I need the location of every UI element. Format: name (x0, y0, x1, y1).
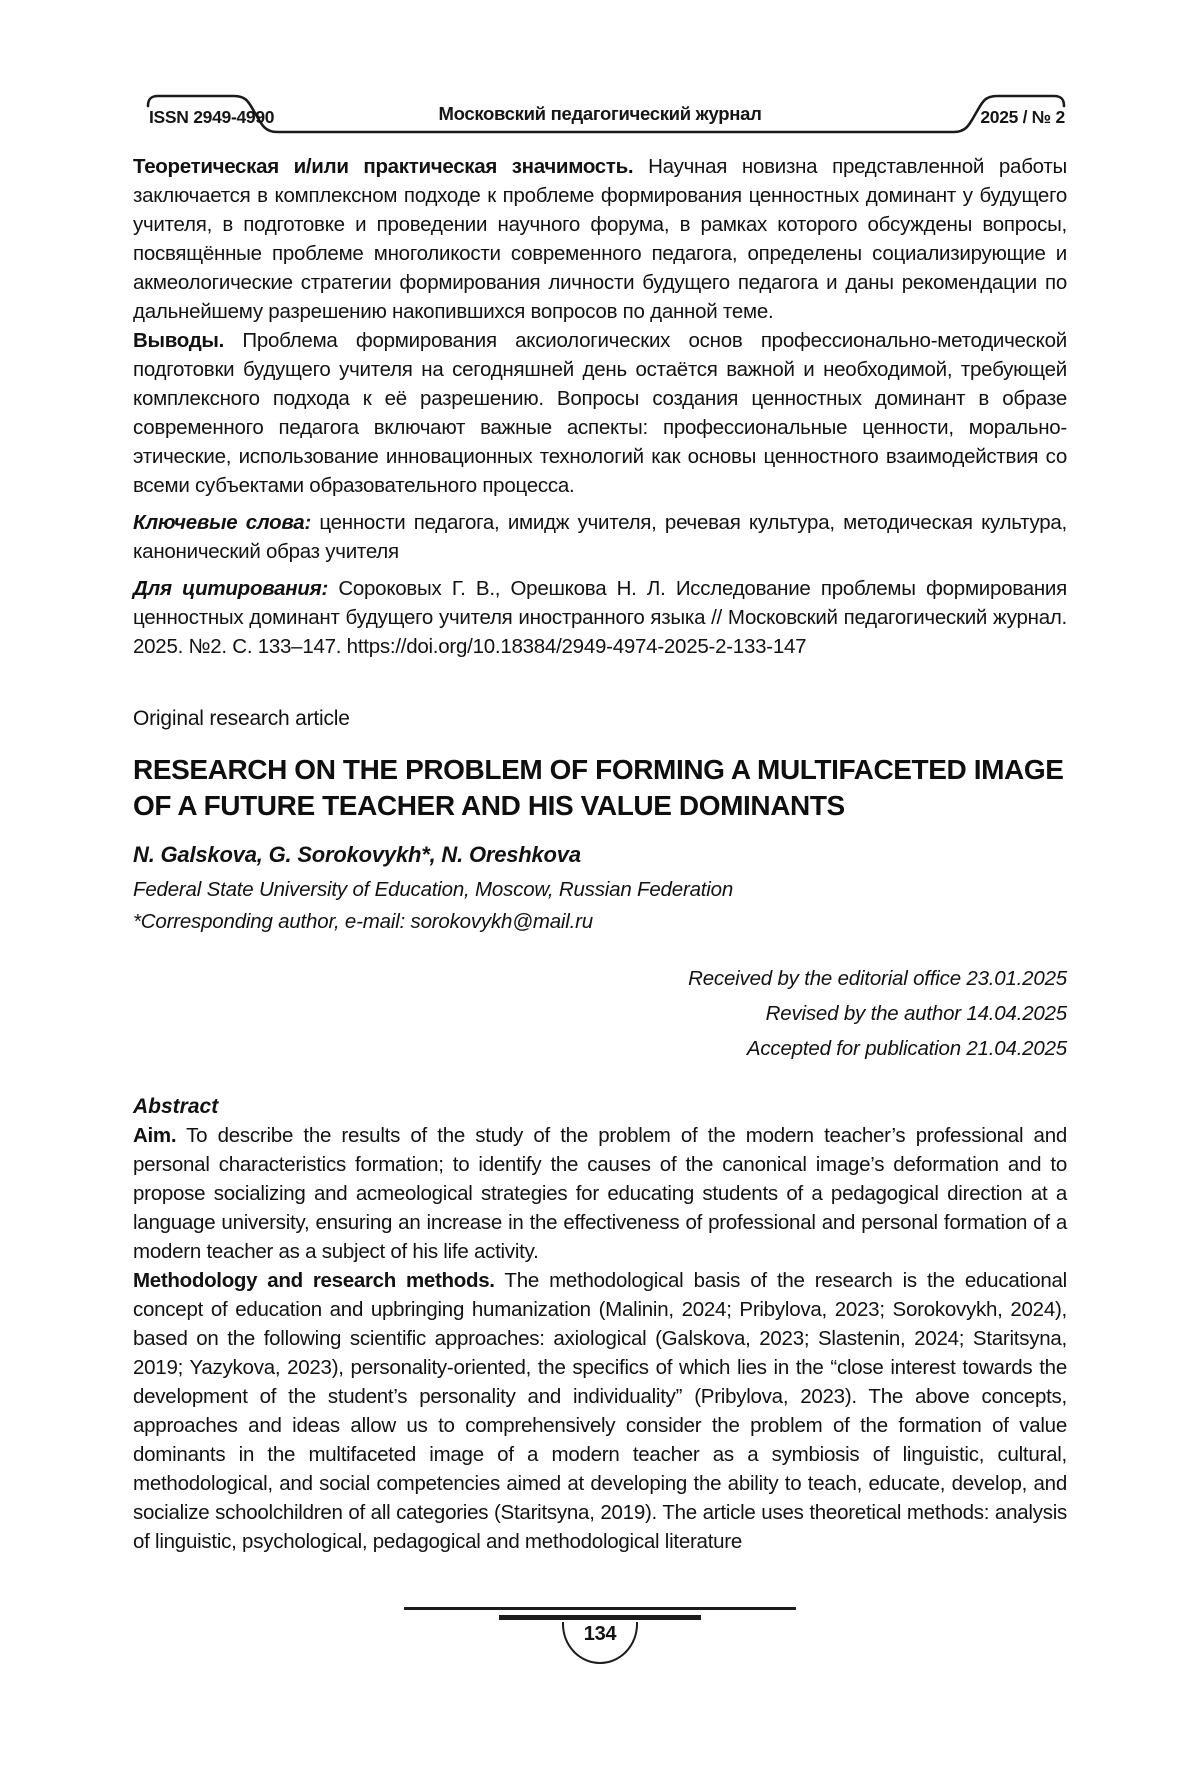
page-footer (133, 1607, 1067, 1664)
aim-label: Aim. (133, 1124, 177, 1147)
aim-text: To describe the results of the study of the problem of the modern teacher’s professional and personal characteristics formation; to identify the causes of the canonical image’s deformation and to propose socializing and acmeological strategies for educating students of a pedagogical direction at a language university, ensuring an increase in the effectiveness of professional and personal formation of a modern teacher as a subject of his life activity. (133, 1124, 1067, 1263)
article-body (133, 152, 1067, 1556)
citation-text: Сороковых Г. В., Орешкова Н. Л. Исследование проблемы формирования ценностных доминант будущего учителя иностранного языка // Московский педагогический журнал. 2025. №2. С. 133–147. https://doi.org/10.18384/2949-4974-2025-2-133-147 (133, 577, 1067, 658)
significance-text: Научная новизна представленной работы заключается в комплексном подходе к проблеме формирования ценностных доминант у будущего учителя, в подготовке и проведении научного форума, в рамках которого обсуждены вопросы, посвящённые проблеме многоликости современного педагога, определены социализирующие и акмеологические стратегии формирования личности будущего педагога и даны рекомендации по дальнейшему разрешению накопившихся вопросов по данной теме. (133, 155, 1068, 323)
date-received: Received by the editorial office 23.01.2025 (688, 967, 1067, 990)
date-revised: Revised by the author 14.04.2025 (765, 1002, 1067, 1025)
issue-label: 2025 / № 2 (980, 107, 1065, 127)
significance-label: Теоретическая и/или практическая значимость. (133, 155, 634, 178)
keywords-text: ценности педагога, имидж учителя, речевая культура, методическая культура, канонический образ учителя (133, 511, 1067, 563)
conclusions-text: Проблема формирования аксиологических основ профессионально-методической подготовки будущего учителя на сегодняшней день остаётся важной и необходимой, требующей комплексного подхода к её разрешению. Вопросы создания ценностных доминант в образе современного педагога включают важные аспекты: профессиональные ценности, морально-этические, использование инновационных технологий как основы ценностного взаимодействия со всеми субъектами образовательного процесса. (133, 329, 1067, 497)
page-number: 134 (583, 1622, 617, 1645)
running-head (133, 75, 1067, 137)
footer-rule-long (404, 1607, 796, 1610)
keywords-paragraph (133, 508, 1067, 566)
article-type-label: Original research article (133, 707, 350, 730)
methodology-text: The methodological basis of the research is the educational concept of education and upbringing humanization (Malinin, 2024; Pribylova, 2023; Sorokovykh, 2024), based on the following scientific approaches: axiological (Galskova, 2023; Slastenin, 2024; Staritsyna, 2019; Yazykova, 2023), personality-oriented, the specifics of which lies in the “close interest towards the development of the student’s personality and individuality” (Pribylova, 2023). The above concepts, approaches and ideas allow us to comprehensively consider the problem of the formation of value dominants in the multifaceted image of a modern teacher as a symbiosis of linguistic, cultural, methodological, and social competencies aimed at developing the ability to teach, educate, develop, and socialize schoolchildren of all categories (Staritsyna, 2019). The article uses theoretical methods: analysis of linguistic, psychological, pedagogical and methodological literature (133, 1269, 1067, 1553)
manuscript-dates (133, 961, 1067, 1066)
methodology-label: Methodology and research methods. (133, 1269, 495, 1292)
authors-line: N. Galskova, G. Sorokovykh*, N. Oreshkova (133, 842, 581, 867)
conclusions-paragraph (133, 326, 1067, 500)
citation-label: Для цитирования: (133, 577, 329, 600)
date-accepted: Accepted for publication 21.04.2025 (746, 1037, 1067, 1060)
citation-paragraph (133, 574, 1067, 661)
page-number-arc (562, 1622, 638, 1664)
journal-title: Московский педагогический журнал (438, 103, 762, 124)
aim-paragraph (133, 1121, 1067, 1266)
footer-rule-short (499, 1615, 701, 1620)
article-title: RESEARCH ON THE PROBLEM OF FORMING A MULTIFACETED IMAGE OF A FUTURE TEACHER AND HIS VALUE DOMINANTS (133, 754, 1064, 821)
affiliation-line: Federal State University of Education, Moscow, Russian Federation (133, 878, 734, 901)
issn-label: ISSN 2949-4990 (149, 107, 275, 127)
significance-paragraph (133, 152, 1067, 326)
methodology-paragraph (133, 1266, 1067, 1556)
keywords-label: Ключевые слова: (133, 511, 312, 534)
abstract-heading: Abstract (133, 1095, 219, 1118)
conclusions-label: Выводы. (133, 329, 225, 352)
corresponding-author-line: *Corresponding author, e-mail: sorokovykh@mail.ru (133, 910, 593, 933)
